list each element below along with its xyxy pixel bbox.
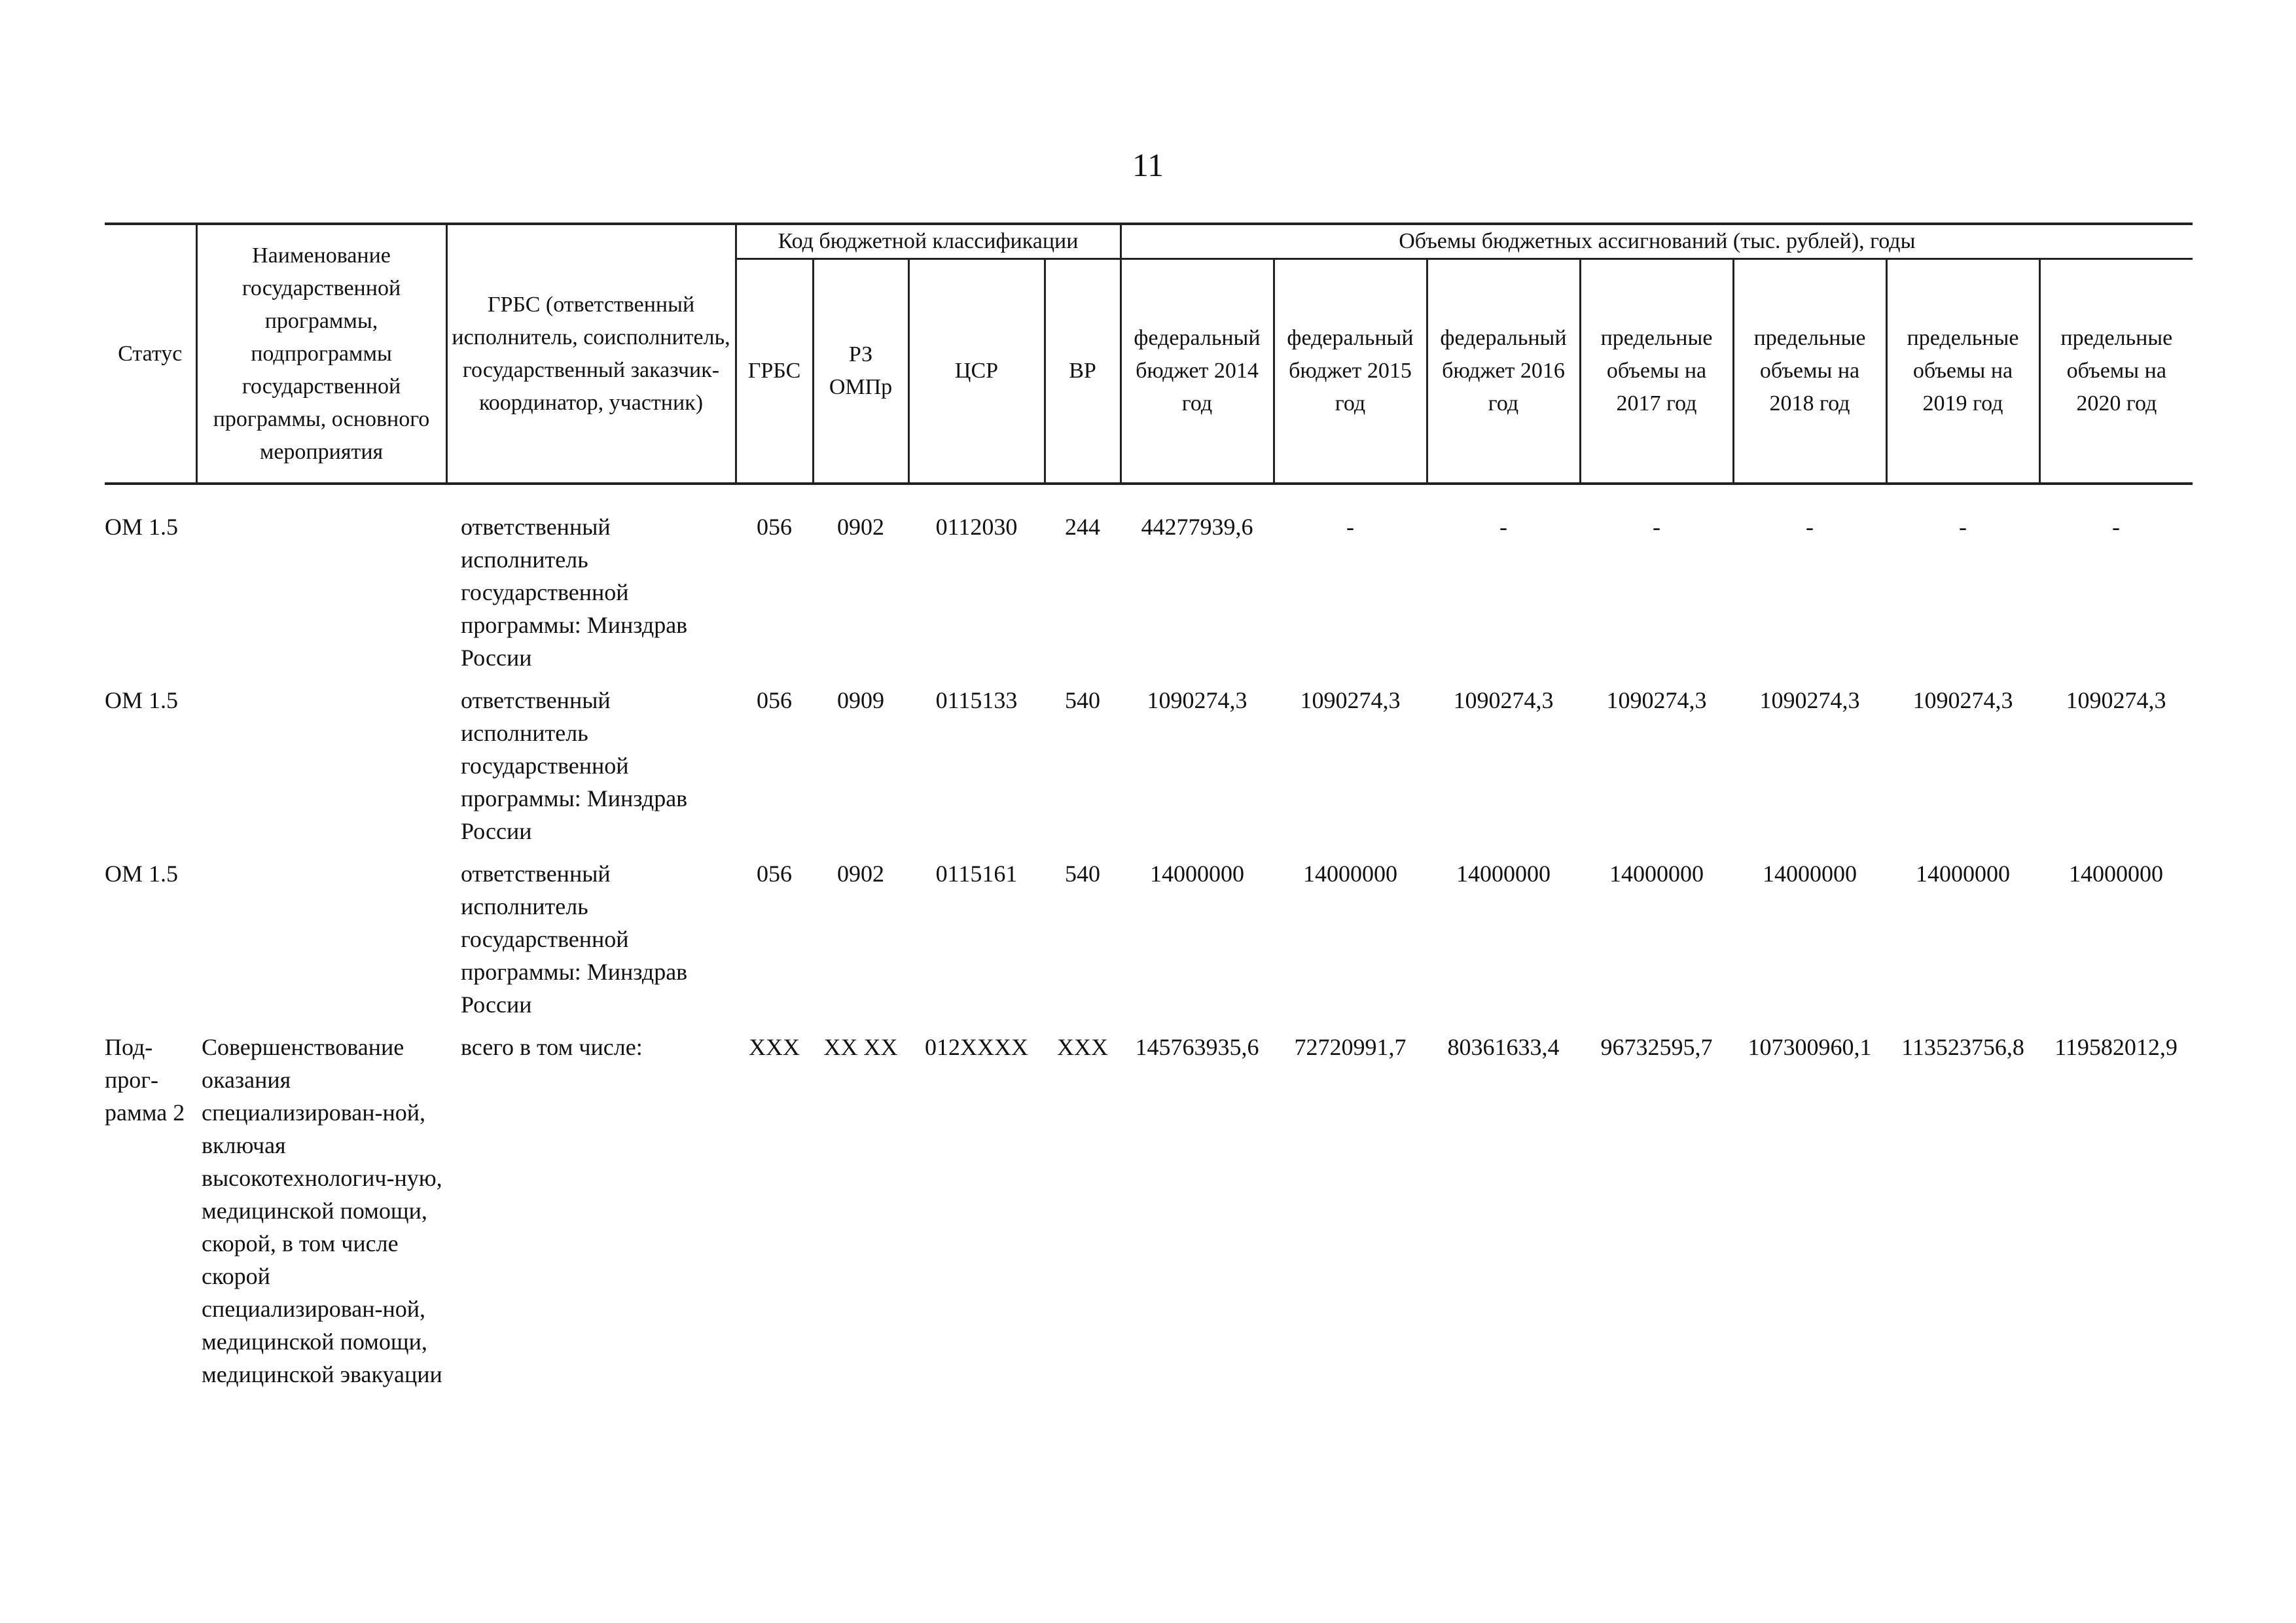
row-value-2014: 145763935,6 <box>1135 1034 1259 1060</box>
row-code-vr: 244 <box>1065 514 1100 540</box>
header-year-2015: федеральный бюджет 2015 год <box>1274 259 1427 484</box>
row-value-2016: - <box>1499 514 1507 540</box>
row-value-2019: - <box>1959 514 1967 540</box>
row-code-csr: 0112030 <box>935 514 1018 540</box>
header-year-2018: предельные объемы на 2018 год <box>1733 259 1886 484</box>
row-name: Совершенствование оказания специализирован-ной, включая высокотехнологич-ную, медицинской помощи, скорой, в том числе скорой специализирован-ной, медицинской помощи, медицинской эвакуации <box>202 1034 442 1387</box>
row-value-2019: 14000000 <box>1916 861 2010 887</box>
row-code-rz: 0902 <box>837 861 884 887</box>
row-status: ОМ 1.5 <box>105 687 179 713</box>
row-value-2018: 14000000 <box>1763 861 1857 887</box>
row-value-2020: 1090274,3 <box>2066 687 2166 713</box>
header-code-rz: РЗ ОМПр <box>813 259 908 484</box>
row-value-2017: 14000000 <box>1609 861 1704 887</box>
header-year-2016: федеральный бюджет 2016 год <box>1427 259 1580 484</box>
header-year-2017: предельные объемы на 2017 год <box>1580 259 1733 484</box>
row-code-csr: 012XXXX <box>925 1034 1028 1060</box>
header-grbs-full: ГРБС (ответственный исполнитель, соисполнитель, государственный заказчик-координатор, участник) <box>446 224 736 484</box>
row-name <box>196 684 446 857</box>
row-value-2014: 44277939,6 <box>1141 514 1253 540</box>
row-value-2020: 119582012,9 <box>2054 1034 2178 1060</box>
row-value-2015: 14000000 <box>1303 861 1397 887</box>
row-value-2018: 1090274,3 <box>1759 687 1860 713</box>
row-status: ОМ 1.5 <box>105 514 179 540</box>
row-code-rz: XX XX <box>823 1034 898 1060</box>
row-code-vr: 540 <box>1065 687 1100 713</box>
row-value-2015: - <box>1346 514 1354 540</box>
table-row <box>105 857 2193 1031</box>
row-name <box>196 510 446 684</box>
row-value-2017: 96732595,7 <box>1600 1034 1713 1060</box>
page-number: 11 <box>1132 147 1164 183</box>
table-row <box>105 510 2193 684</box>
row-value-2019: 113523756,8 <box>1901 1034 2024 1060</box>
row-value-2015: 1090274,3 <box>1300 687 1401 713</box>
header-year-2020: предельные объемы на 2020 год <box>2039 259 2193 484</box>
header-volumes: Объемы бюджетных ассигнований (тыс. рублей), годы <box>1121 224 2193 259</box>
header-code-vr: ВР <box>1045 259 1121 484</box>
row-status: Под-прог-рамма 2 <box>105 1034 185 1126</box>
row-grbs: всего в том числе: <box>461 1034 643 1060</box>
row-value-2015: 72720991,7 <box>1294 1034 1407 1060</box>
row-grbs: ответственный исполнитель государственной программы: Минздрав России <box>461 687 688 844</box>
row-value-2016: 80361633,4 <box>1447 1034 1560 1060</box>
row-value-2014: 14000000 <box>1150 861 1244 887</box>
row-value-2020: 14000000 <box>2069 861 2163 887</box>
row-value-2017: - <box>1653 514 1660 540</box>
header-code-csr: ЦСР <box>908 259 1045 484</box>
row-name <box>196 857 446 1031</box>
table-row <box>105 684 2193 857</box>
header-budget-code: Код бюджетной классификации <box>736 224 1121 259</box>
header-year-2014: федеральный бюджет 2014 год <box>1121 259 1274 484</box>
header-name: Наименование государственной программы, подпрограммы государственной программы, основного мероприятия <box>196 224 446 484</box>
row-grbs: ответственный исполнитель государственной программы: Минздрав России <box>461 514 688 671</box>
header-year-2019: предельные объемы на 2019 год <box>1886 259 2039 484</box>
row-value-2018: - <box>1806 514 1814 540</box>
row-code-grbs: XXX <box>749 1034 800 1060</box>
header-status: Статус <box>105 224 196 484</box>
row-value-2017: 1090274,3 <box>1606 687 1707 713</box>
row-code-csr: 0115133 <box>935 687 1018 713</box>
row-code-vr: 540 <box>1065 861 1100 887</box>
table-row <box>105 1031 2193 1400</box>
row-value-2016: 14000000 <box>1456 861 1551 887</box>
table-header <box>105 223 2193 485</box>
row-grbs: ответственный исполнитель государственной программы: Минздрав России <box>461 861 688 1018</box>
row-code-rz: 0909 <box>837 687 884 713</box>
row-status: ОМ 1.5 <box>105 861 179 887</box>
row-value-2014: 1090274,3 <box>1147 687 1247 713</box>
row-code-grbs: 056 <box>757 514 792 540</box>
row-code-rz: 0902 <box>837 514 884 540</box>
row-value-2019: 1090274,3 <box>1912 687 2013 713</box>
row-value-2016: 1090274,3 <box>1453 687 1554 713</box>
header-code-grbs: ГРБС <box>736 259 813 484</box>
row-value-2020: - <box>2112 514 2120 540</box>
row-value-2018: 107300960,1 <box>1748 1034 1872 1060</box>
row-code-grbs: 056 <box>757 861 792 887</box>
row-code-vr: XXX <box>1057 1034 1108 1060</box>
table-body <box>105 510 2193 1400</box>
row-code-csr: 0115161 <box>935 861 1018 887</box>
row-code-grbs: 056 <box>757 687 792 713</box>
